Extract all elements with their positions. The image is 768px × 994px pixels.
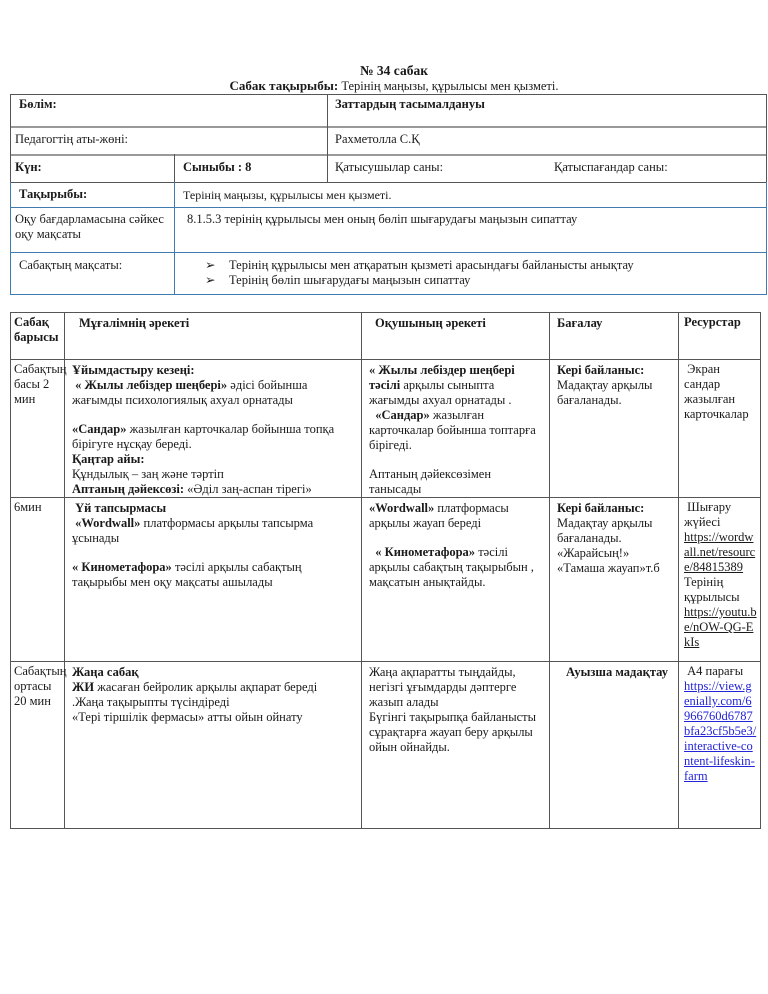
table-row-stage: Сабақтың ортасы 20 мин [14, 664, 67, 708]
assessment: Кері байланыс: Мадақтау арқылы бағаланады. [557, 363, 653, 407]
genially-link[interactable]: https://view.genially.com/6966760d6787bfa23cf5b5e3/interactive-content-lifeskin-farm [684, 679, 757, 783]
arrow-bullet-icon: ➢ [205, 273, 216, 287]
lesson-goals-list [200, 255, 765, 291]
youtube-link[interactable]: https://youtu.be/nOW-QG-EkIs [684, 605, 757, 649]
student-activity: «Wordwall» платформасы арқылы жауап береді « Кинометафора» тәсілі арқылы сабақтың тақырыбын , мақсатын анықтайды. [369, 501, 534, 589]
lesson-topic-label: Сабак тақырыбы: [229, 78, 339, 93]
teacher-activity: Үй тапсырмасы «Wordwall» платформасы арқылы тапсырма ұсынады « Кинометафора» тәсілі арқылы сабақтың тақырыбы мен оқу мақсаты ашылады [72, 501, 314, 589]
lesson-topic-title [10, 78, 768, 94]
resources: А4 парағы https://view.genially.com/6966760d6787bfa23cf5b5e3/interactive-content-lifeskin-farm [684, 664, 757, 783]
class-label: Сыныбы : 8 [183, 160, 252, 174]
topic-value: Терінің маңызы, құрылысы мен қызметі. [183, 188, 392, 202]
divider [361, 312, 362, 828]
topic-label: Тақырыбы: [19, 187, 88, 201]
student-activity: Жаңа ақпаратты тыңдайды, негізгі ұғымдарды дәптерге жазып алады Бүгінгі тақырыпқа байланысты сұрақтарға жауап беру арқылы ойын ойнайды. [369, 665, 537, 754]
lesson-goal-item: ➢ Терінің құрылысы мен атқаратын қызметі арасындағы байланысты анықтау [205, 258, 634, 272]
column-header-student: Оқушының әрекеті [375, 316, 486, 330]
divider [174, 154, 175, 182]
divider [678, 312, 679, 828]
teacher-label: Педагогтің аты-жөні: [15, 132, 129, 146]
table-row-stage: Сабақтың басы 2 мин [14, 362, 67, 406]
section-value: Заттардың тасымалдануы [335, 97, 485, 111]
date-label: Күн: [15, 160, 42, 174]
lesson-number-title: № 34 сабак [359, 63, 428, 78]
divider [64, 312, 65, 828]
divider [10, 252, 767, 253]
teacher-activity: Ұйымдастыру кезеңі: « Жылы лебіздер шеңбері» әдісі бойынша жағымды психологиялық ахуал орнатады «Сандар» жазылған карточкалар бойынша топқа бірігуге нұсқау береді. Қаңтар айы: Құндылық – заң және тәртіп Аптаның дәйексөзі: «Әділ заң-аспан тірегі» [72, 363, 335, 496]
divider [760, 312, 761, 828]
table-row-stage: 6мин [14, 500, 42, 514]
divider [10, 207, 767, 208]
resources: Экран сандар жазылған карточкалар [684, 362, 749, 421]
teacher-activity: Жаңа сабақ ЖИ жасаған бейролик арқылы ақпарат береді .Жаңа тақырыпты түсіндіреді «Тері тіршілік фермасы» атты ойын ойнату [72, 665, 318, 724]
wordwall-link[interactable]: https://wordwall.net/resource/84815389 [684, 530, 756, 574]
lesson-goal-label: Сабақтың мақсаты: [19, 258, 123, 272]
arrow-bullet-icon: ➢ [205, 258, 216, 272]
divider [10, 182, 767, 183]
divider [549, 312, 550, 828]
divider [10, 126, 767, 128]
divider [766, 94, 767, 182]
student-activity: « Жылы лебіздер шеңбері тәсілі арқылы сыныпта жағымды ахуал орнатады . «Сандар» жазылған карточкалар бойынша топтарға бірігеді. Аптаның дәйексөзімен танысады [369, 363, 536, 496]
resources: Шығару жүйесі https://wordwall.net/resource/84815389 Терінің құрылысы https://youtu.be/nOW-QG-EkIs [684, 500, 757, 649]
divider [10, 294, 767, 295]
assessment: Ауызша мадақтау [566, 665, 668, 679]
teacher-value: Рахметолла С.Қ [335, 132, 420, 146]
absent-count-label: Қатыспағандар саны: [554, 160, 668, 174]
divider [10, 154, 767, 156]
column-header-resources: Ресурстар [684, 315, 741, 329]
column-header-stage: Сабақ барысы [14, 315, 59, 344]
divider [766, 182, 767, 294]
column-header-teacher: Мұғалімнің әрекеті [79, 316, 190, 330]
section-label: Бөлім: [19, 97, 57, 111]
column-header-assessment: Бағалау [557, 316, 603, 330]
curriculum-goal-value: 8.1.5.3 терінің құрылысы мен оның бөліп шығарудағы маңызын сипаттау [187, 212, 578, 226]
curriculum-goal-label: Оқу бағдарламасына сәйкес оқу мақсаты [15, 212, 164, 241]
divider [10, 828, 761, 829]
present-count-label: Қатысушылар саны: [335, 160, 444, 174]
lesson-topic-value: Терінің маңызы, құрылысы мен қызметі. [338, 79, 559, 93]
divider [327, 94, 328, 182]
divider [174, 182, 175, 294]
assessment: Кері байланыс: Мадақтау арқылы бағаланады. «Жарайсың!» «Тамаша жауап»т.б [557, 501, 660, 575]
lesson-goal-item: ➢ Терінің бөліп шығарудағы маңызын сипаттау [205, 273, 471, 287]
